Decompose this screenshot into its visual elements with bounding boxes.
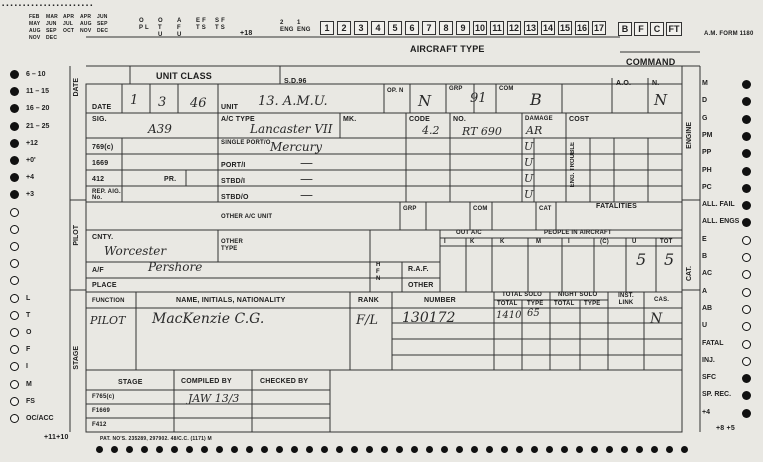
af-label: A/F xyxy=(92,267,104,274)
place-label: PLACE xyxy=(92,282,117,289)
entry-number: 130172 xyxy=(402,310,456,326)
punch-hole xyxy=(351,446,358,453)
punch-hole xyxy=(516,446,523,453)
sig-label: SIG. xyxy=(92,116,107,123)
row-769c: 769(c) xyxy=(92,144,114,151)
punch-hole xyxy=(10,139,19,148)
other-ac-unit-label: OTHER A/C UNIT xyxy=(221,214,273,220)
code-2eng: 2 ENG xyxy=(280,20,294,33)
left-hole-label: FS xyxy=(26,397,35,405)
left-hole-label: +12 xyxy=(26,139,38,147)
right-hole-label: A xyxy=(702,287,708,295)
aircraft-type-heading: AIRCRAFT TYPE xyxy=(410,44,485,54)
right-hole-label: PM xyxy=(702,131,713,139)
left-hole-label: O xyxy=(26,329,32,336)
right-hole-label: ALL. FAIL xyxy=(702,201,735,209)
unit-label: UNIT xyxy=(221,104,239,111)
punch-hole xyxy=(10,156,19,165)
entry-code: 4.2 xyxy=(422,124,440,137)
entry-sig: A39 xyxy=(148,122,172,136)
punch-hole xyxy=(10,414,19,423)
type-number-box: 12 xyxy=(508,23,519,33)
com2-label: COM xyxy=(473,206,488,212)
punch-hole xyxy=(742,357,751,366)
punch-hole xyxy=(742,305,751,314)
punch-hole xyxy=(276,446,283,453)
punch-hole xyxy=(321,446,328,453)
cat-side-label: CAT. xyxy=(686,266,693,282)
type-subheader: TYPE xyxy=(527,301,544,307)
type-number-box: 6 xyxy=(405,21,419,35)
punch-hole xyxy=(381,446,388,453)
right-hole-label: G xyxy=(702,114,708,122)
type-number-box: 13 xyxy=(525,23,536,33)
stage-row-412: F412 xyxy=(92,422,107,428)
code-efts: E F T S xyxy=(196,18,206,31)
punch-hole xyxy=(291,446,298,453)
punch-hole xyxy=(171,446,178,453)
punch-hole xyxy=(336,446,343,453)
right-hole-label: M xyxy=(702,80,708,87)
people-col-label: TOT xyxy=(660,239,673,245)
other-type-label: OTHER TYPE xyxy=(221,239,243,252)
entry-u2: U xyxy=(524,156,534,169)
entry-type-solo: 65 xyxy=(527,308,540,319)
punch-hole xyxy=(246,446,253,453)
punch-hole xyxy=(742,409,751,418)
people-col-label: K xyxy=(470,239,475,245)
people-col-label: (C) xyxy=(600,239,609,245)
entry-people-u: 5 xyxy=(636,250,647,269)
punch-hole xyxy=(681,446,688,453)
right-hole-label: PC xyxy=(702,183,712,191)
command-heading: COMMAND xyxy=(626,57,676,67)
right-hole-label: +4 xyxy=(702,408,710,416)
left-hole-label: M xyxy=(26,380,32,388)
punch-hole xyxy=(126,446,133,453)
right-hole-label: FATAL xyxy=(702,339,724,347)
cost-label: COST xyxy=(569,116,590,123)
com-label: COM xyxy=(499,86,514,92)
rank-header: RANK xyxy=(358,297,380,304)
entry-day: 1 xyxy=(130,93,139,108)
command-code-f: F xyxy=(634,22,648,36)
punch-hole xyxy=(636,446,643,453)
sd-number: S.D.96 xyxy=(284,78,307,85)
grp2-label: GRP xyxy=(403,206,417,212)
month-group-1: FEB MAY AUG NOV xyxy=(29,14,41,41)
punch-hole xyxy=(186,446,193,453)
punch-hole xyxy=(651,446,658,453)
punch-hole xyxy=(742,236,751,245)
type-number-box: 14 xyxy=(542,23,553,33)
right-hole-label: PP xyxy=(702,149,712,157)
bottom-right-code: +8 +5 xyxy=(716,425,735,432)
left-hole-label: +3 xyxy=(26,191,34,199)
cat2-label: CAT xyxy=(539,206,552,212)
entry-year: 46 xyxy=(190,96,207,111)
people-in-aircraft-label: PEOPLE IN AIRCRAFT xyxy=(544,230,612,236)
pilot-side-label: PILOT xyxy=(73,225,80,246)
people-col-label: M xyxy=(536,239,542,245)
eng-trouble-label: ENG. TROUBLE xyxy=(570,142,576,188)
pr-label: PR. xyxy=(164,176,177,183)
entry-n: N xyxy=(654,91,668,109)
entry-stbd-o: — xyxy=(300,188,313,203)
cnty-label: CNTY. xyxy=(92,234,114,241)
single-port-label: SINGLE PORT/O xyxy=(221,140,271,146)
code-label: CODE xyxy=(409,116,431,123)
bottom-left-code: +11+10 xyxy=(44,434,69,441)
entry-op: N xyxy=(418,92,432,110)
type-number-box: 9 xyxy=(456,21,470,35)
punch-hole xyxy=(111,446,118,453)
punch-hole xyxy=(10,380,19,389)
entry-damage: AR xyxy=(526,124,543,137)
month-group-3: APR JUL OCT xyxy=(63,14,75,34)
left-hole-label: 11 – 15 xyxy=(26,88,49,96)
code-plus18: +18 xyxy=(240,30,253,37)
code-otu: O T U xyxy=(158,18,163,38)
punch-hole xyxy=(606,446,613,453)
punch-hole xyxy=(96,446,103,453)
punch-hole xyxy=(742,80,751,89)
type-number-box: 4 xyxy=(371,21,385,35)
function-header: FUNCTION xyxy=(92,298,125,304)
right-hole-label: AB xyxy=(702,304,713,312)
left-hole-label: OC/ACC xyxy=(26,415,54,422)
punch-hole xyxy=(441,446,448,453)
type-number-box: 2 xyxy=(337,21,351,35)
right-hole-label: SP. REC. xyxy=(702,391,732,399)
date-side-label: DATE xyxy=(73,78,80,97)
entry-month: 3 xyxy=(158,95,167,110)
right-hole-label: AC xyxy=(702,270,713,278)
left-hole-label: +0' xyxy=(26,157,36,164)
punch-hole xyxy=(396,446,403,453)
right-hole-label: D xyxy=(702,97,708,105)
mk-label: MK. xyxy=(343,116,357,123)
punch-hole xyxy=(10,311,19,320)
punch-hole xyxy=(231,446,238,453)
date-label: DATE xyxy=(92,104,112,111)
type-number-box: 16 xyxy=(576,23,587,33)
punch-hole xyxy=(366,446,373,453)
punch-hole xyxy=(141,446,148,453)
entry-com: B xyxy=(530,90,542,109)
punch-hole xyxy=(742,115,751,124)
right-hole-label: B xyxy=(702,253,708,260)
entry-people-tot: 5 xyxy=(664,250,675,269)
punch-hole xyxy=(531,446,538,453)
punch-hole xyxy=(456,446,463,453)
ac-type-label: A/C TYPE xyxy=(221,116,255,123)
type-number-box: 15 xyxy=(559,23,570,33)
punch-hole xyxy=(501,446,508,453)
entry-port-i: — xyxy=(300,156,313,171)
punch-hole xyxy=(10,294,19,303)
command-code-c: C xyxy=(650,22,664,36)
number-header: NUMBER xyxy=(424,297,456,304)
punch-hole xyxy=(10,208,19,217)
entry-cnty: Worcester xyxy=(104,244,167,258)
right-hole-label: ALL. ENGS xyxy=(702,218,740,226)
entry-cas: N xyxy=(650,311,663,327)
punch-hole xyxy=(742,340,751,349)
month-group-2: MAR JUN SEP DEC xyxy=(46,14,58,41)
right-hole-label: U xyxy=(702,322,708,330)
entry-port-o: Mercury xyxy=(270,140,323,154)
night-type-subheader: TYPE xyxy=(584,301,601,307)
rep-aig-label: REP. AIG. No. xyxy=(92,189,121,201)
other-label: OTHER xyxy=(408,282,434,289)
punch-hole xyxy=(10,328,19,337)
code-opl: O P L xyxy=(139,18,149,31)
type-number-box: 8 xyxy=(439,21,453,35)
month-group-5: JUN SEP DEC xyxy=(97,14,109,34)
form-number: A.M. FORM 1180 xyxy=(704,31,754,37)
hfn-label: H F N xyxy=(376,262,381,282)
punch-hole xyxy=(10,397,19,406)
people-col-label: K xyxy=(500,239,505,245)
raf-label: R.A.F. xyxy=(408,266,429,273)
left-hole-label: 21 – 25 xyxy=(26,122,50,130)
punch-hole xyxy=(261,446,268,453)
total-solo-header: TOTAL SOLO xyxy=(502,292,543,298)
cas-header: CAS. xyxy=(654,297,670,303)
punch-hole xyxy=(10,122,19,131)
people-col-label: I xyxy=(568,239,570,245)
punch-hole xyxy=(156,446,163,453)
entry-rank: F/L xyxy=(356,313,379,328)
entry-stbd-i: — xyxy=(300,172,313,187)
punch-hole xyxy=(10,242,19,251)
out-ac-label: OUT A/C xyxy=(456,230,482,236)
type-number-box: 17 xyxy=(593,23,604,33)
punch-hole xyxy=(10,225,19,234)
punch-hole xyxy=(546,446,553,453)
night-total-subheader: TOTAL xyxy=(554,301,575,307)
op-label: OP. N xyxy=(387,88,404,94)
type-number-box: 7 xyxy=(422,21,436,35)
left-hole-label: 6 – 10 xyxy=(26,71,46,78)
punch-hole xyxy=(742,132,751,141)
checked-by-header: CHECKED BY xyxy=(260,378,309,385)
people-col-label: I xyxy=(444,239,446,245)
punch-hole xyxy=(426,446,433,453)
punch-hole xyxy=(591,446,598,453)
entry-af: Pershore xyxy=(148,260,203,274)
left-hole-label: L xyxy=(26,294,31,302)
code-sfts: S F T S xyxy=(215,18,225,31)
entry-unit: 13. A.M.U. xyxy=(258,94,328,109)
port-i-label: PORT/I xyxy=(221,162,246,169)
punch-hole xyxy=(742,184,751,193)
punch-hole xyxy=(742,253,751,262)
stage-row-1669: F1669 xyxy=(92,408,111,414)
left-hole-label: F xyxy=(26,346,31,354)
punch-hole xyxy=(201,446,208,453)
no-label: NO. xyxy=(453,116,467,123)
punch-hole xyxy=(576,446,583,453)
entry-u3: U xyxy=(524,172,534,185)
entry-grp: 91 xyxy=(470,91,487,106)
entry-u1: U xyxy=(524,140,534,153)
right-hole-label: INJ. xyxy=(702,356,715,364)
left-hole-label: 16 – 20 xyxy=(26,105,50,113)
stage-side-label: STAGE xyxy=(73,346,80,370)
top-edge-marks: ▪ ▪ ▪ ▪ ▪ ▪ ▪ ▪ ▪ ▪ ▪ ▪ ▪ ▪ ▪ ▪ ▪ ▪ ▪ ▪ ▪ ▪ xyxy=(2,3,93,9)
punch-hole xyxy=(411,446,418,453)
stage-row-765c: F765(c) xyxy=(92,394,115,400)
left-hole-label: I xyxy=(26,363,28,371)
punch-hole xyxy=(471,446,478,453)
printer-imprint: PAT. NO'S. 235289, 297902. 48/C.C. (1171) M xyxy=(100,436,212,442)
punch-hole xyxy=(306,446,313,453)
left-hole-label: T xyxy=(26,311,31,319)
inst-link-header: INST. LINK xyxy=(618,293,634,306)
entry-name: MacKenzie C.G. xyxy=(152,311,265,327)
type-number-box: 10 xyxy=(474,23,485,33)
entry-u4: U xyxy=(524,188,534,201)
right-hole-label: PH xyxy=(702,166,712,174)
stbd-i-label: STBD/I xyxy=(221,178,246,185)
grp-label: GRP xyxy=(449,86,463,92)
punch-hole xyxy=(742,167,751,176)
row-412: 412 xyxy=(92,176,105,183)
name-header: NAME, INITIALS, NATIONALITY xyxy=(176,297,286,304)
punch-hole xyxy=(561,446,568,453)
engine-side-label: ENGINE xyxy=(686,122,693,149)
type-number-box: 1 xyxy=(320,21,334,35)
entry-ac-type: Lancaster VII xyxy=(250,122,333,136)
unit-class-heading: UNIT CLASS xyxy=(156,71,212,81)
stbd-o-label: STBD/O xyxy=(221,194,249,201)
code-afu: A F U xyxy=(177,18,182,38)
command-code-b: B xyxy=(618,22,632,36)
row-1669: 1669 xyxy=(92,160,109,167)
right-hole-label: SFC xyxy=(702,374,716,382)
right-hole-label: E xyxy=(702,235,707,243)
punch-hole xyxy=(10,70,19,79)
damage-label: DAMAGE xyxy=(525,116,553,122)
left-hole-label: +4 xyxy=(26,174,34,182)
punch-hole xyxy=(486,446,493,453)
punch-hole xyxy=(742,288,751,297)
entry-compiled: JAW 13/3 xyxy=(188,392,240,405)
command-code-ft: FT xyxy=(666,22,682,36)
type-number-box: 3 xyxy=(354,21,368,35)
type-number-box: 11 xyxy=(490,21,504,35)
entry-no: RT 690 xyxy=(462,125,502,138)
entry-total-solo: 1410 xyxy=(496,310,522,321)
punch-hole xyxy=(666,446,673,453)
entry-function: PILOT xyxy=(90,314,126,327)
stage-header: STAGE xyxy=(118,379,143,386)
punch-hole xyxy=(621,446,628,453)
compiled-by-header: COMPILED BY xyxy=(181,378,232,385)
type-number-box: 5 xyxy=(388,21,402,35)
night-solo-header: NIGHT SOLO xyxy=(558,292,598,298)
fatalities-label: FATALITIES xyxy=(596,203,638,210)
code-1eng: 1 ENG xyxy=(297,20,311,33)
ao-label: A.O. xyxy=(616,80,632,87)
month-group-4: APR AUG NOV xyxy=(80,14,92,34)
people-col-label: U xyxy=(632,239,637,245)
punch-hole xyxy=(216,446,223,453)
total-subheader: TOTAL xyxy=(497,301,518,307)
n-label: N. xyxy=(652,80,660,87)
